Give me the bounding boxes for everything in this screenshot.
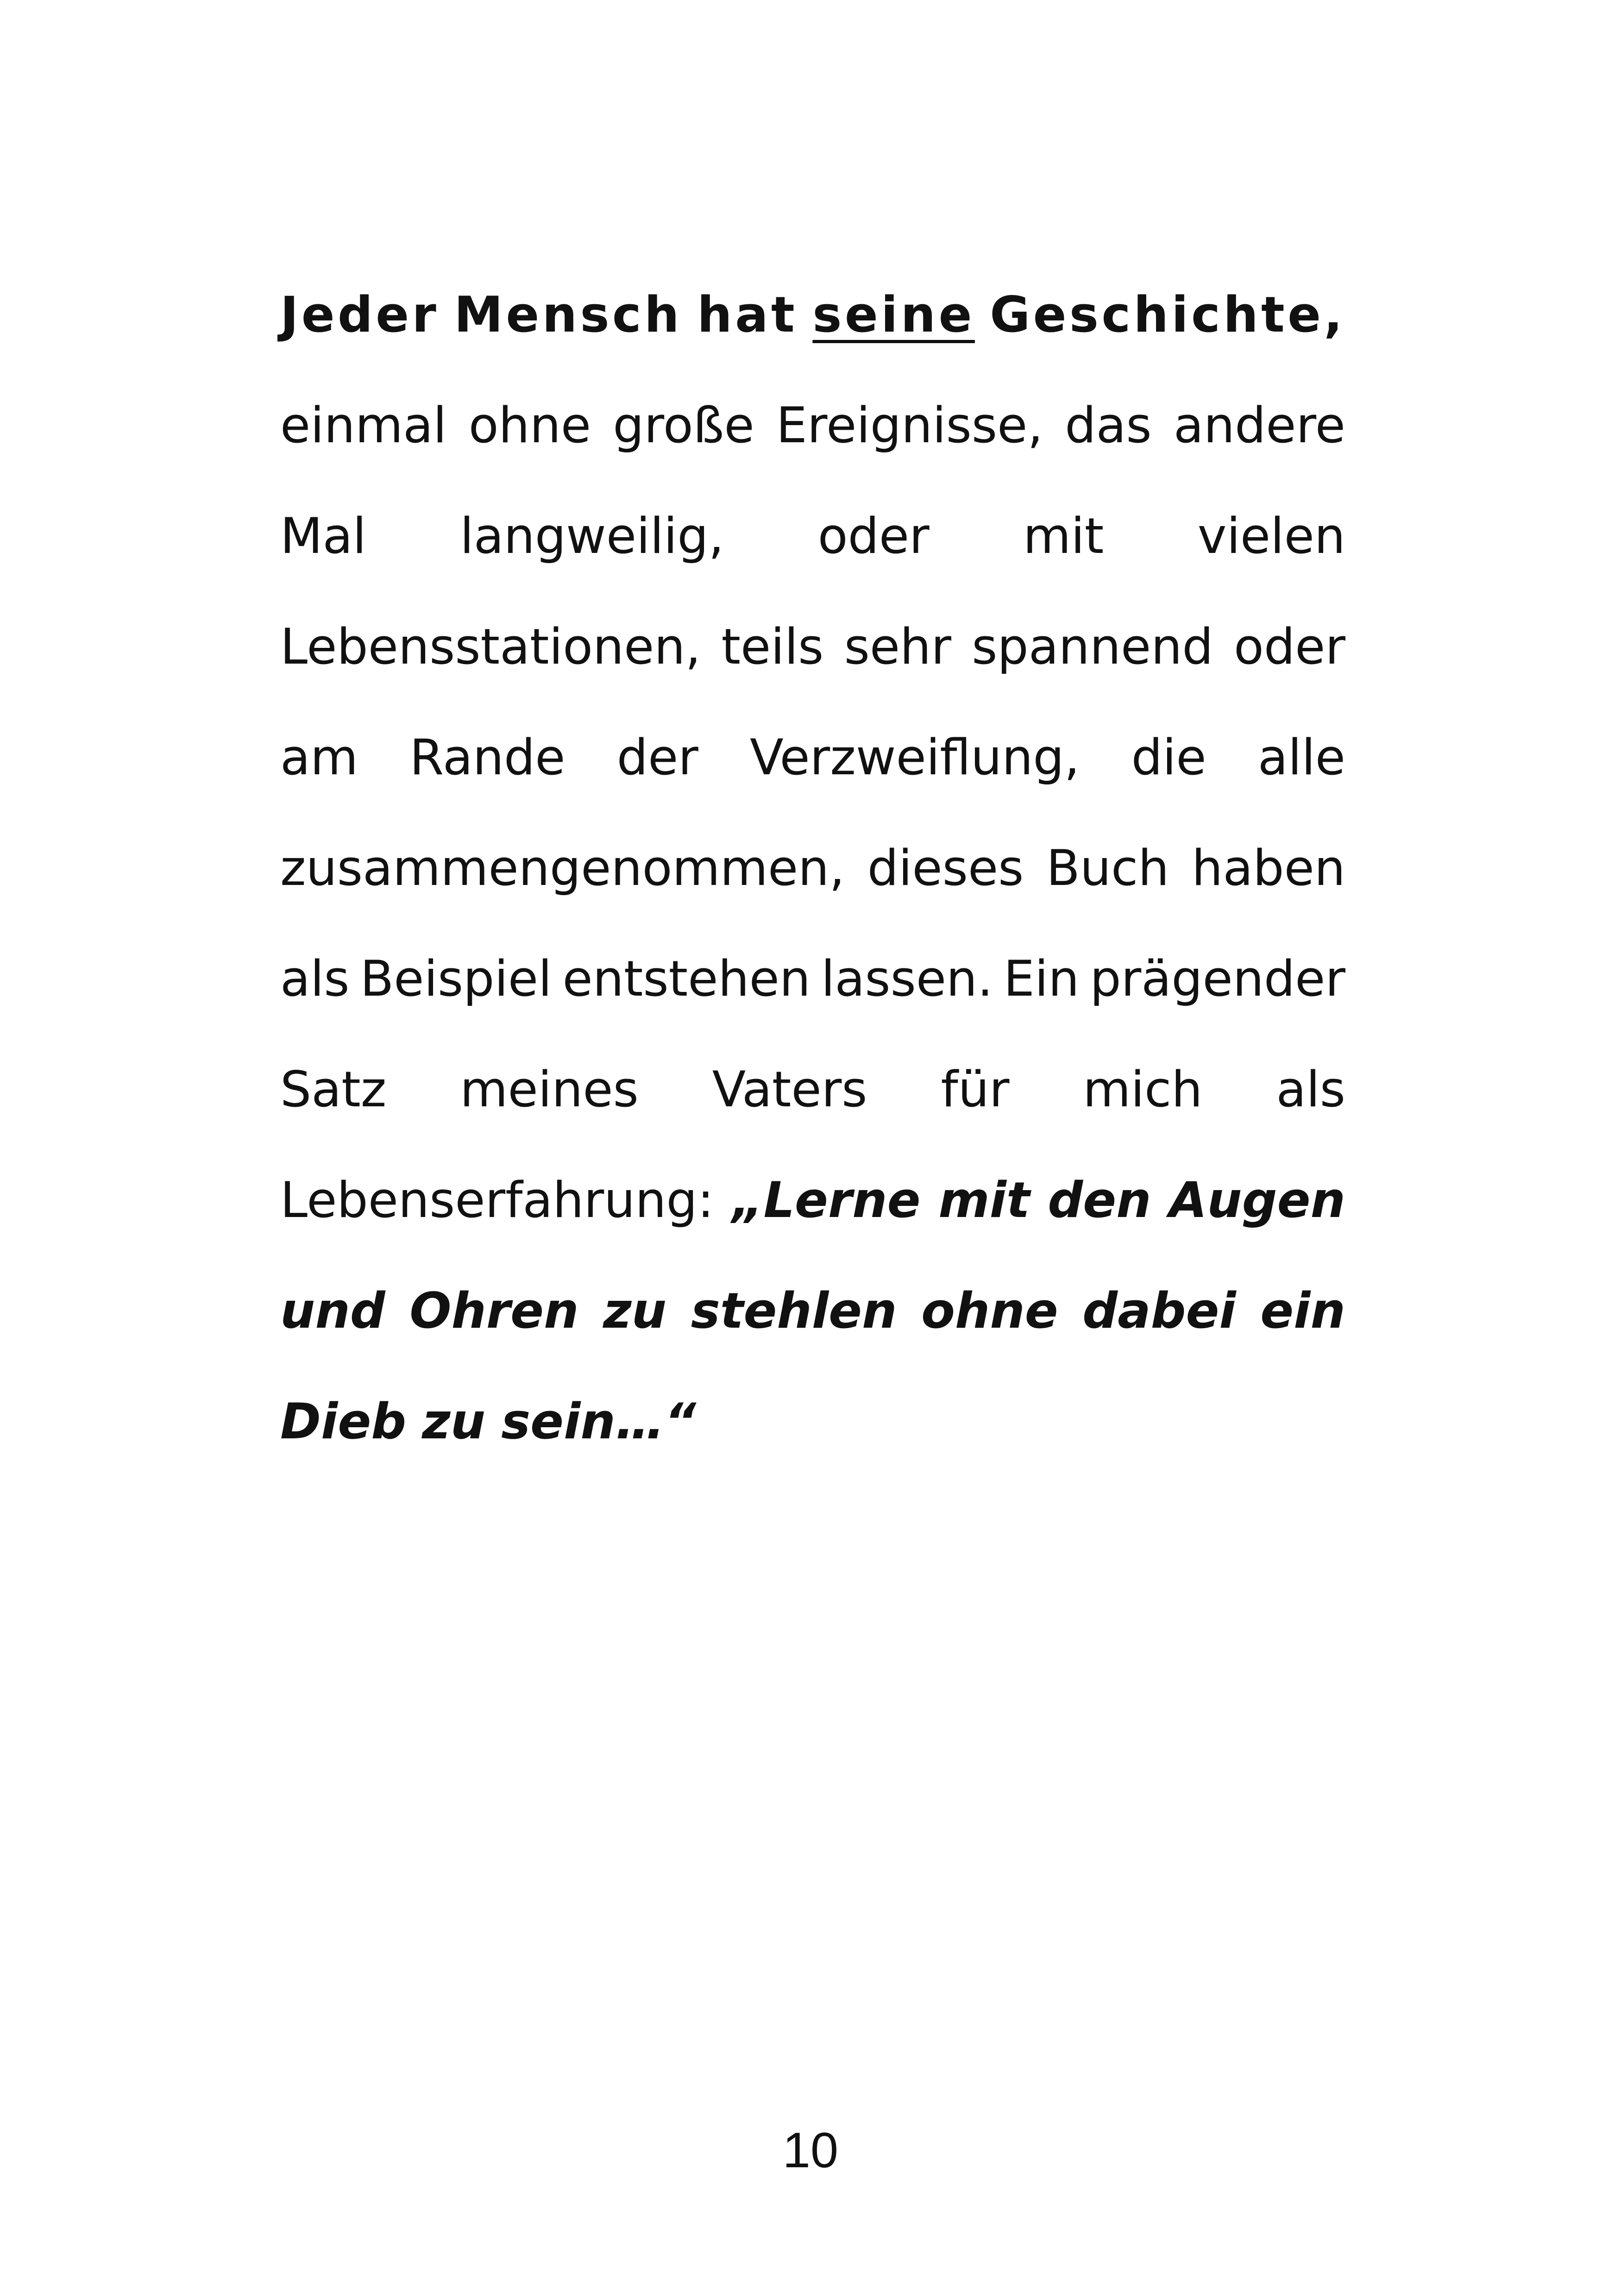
- quote-word: zu: [603, 1282, 667, 1339]
- word: einmal: [280, 397, 447, 454]
- text-line-1: [280, 259, 1345, 370]
- quote-word: den: [1048, 1172, 1151, 1229]
- word: alle: [1257, 729, 1345, 786]
- word: hat: [697, 286, 798, 343]
- word: das: [1065, 397, 1152, 454]
- word: Beispiel: [360, 950, 552, 1007]
- word: große: [613, 397, 754, 454]
- text-line-3: [280, 481, 1345, 591]
- word: mit: [1023, 508, 1104, 565]
- text-line-10: [280, 1255, 1345, 1366]
- word: langweilig,: [460, 508, 724, 565]
- text-line-4: [280, 591, 1345, 702]
- text-line-11: [280, 1366, 1345, 1477]
- word: meines: [460, 1061, 639, 1118]
- quote-word: zu: [422, 1393, 486, 1450]
- page-number: 10: [782, 2122, 839, 2178]
- word: lassen.: [821, 950, 993, 1007]
- word: die: [1131, 729, 1206, 786]
- word: andere: [1173, 397, 1345, 454]
- word: Ereignisse,: [776, 397, 1043, 454]
- word: Jeder: [280, 286, 440, 343]
- text-line-5: [280, 702, 1345, 813]
- word: entstehen: [562, 950, 811, 1007]
- word: dieses: [867, 840, 1024, 897]
- word: haben: [1192, 840, 1345, 897]
- word: Lebenserfahrung:: [280, 1172, 714, 1229]
- word: oder: [817, 508, 930, 565]
- word: für: [941, 1061, 1010, 1118]
- quote-word: mit: [938, 1172, 1030, 1229]
- quote-word: sein…“: [501, 1393, 697, 1450]
- word: vielen: [1197, 508, 1345, 565]
- word: Ein: [1003, 950, 1080, 1007]
- word: sehr: [844, 618, 951, 675]
- quote-word: Ohren: [409, 1282, 579, 1339]
- word: Lebensstationen,: [280, 618, 701, 675]
- word: Satz: [280, 1061, 387, 1118]
- quote-word: „Lerne: [732, 1172, 921, 1229]
- quote-word: Dieb: [280, 1393, 407, 1450]
- word: als: [1276, 1061, 1345, 1118]
- word: oder: [1234, 618, 1345, 675]
- word: Rande: [409, 729, 565, 786]
- text-line-8: [280, 1034, 1345, 1145]
- word: prägender: [1090, 950, 1345, 1007]
- word: am: [280, 729, 358, 786]
- word: Vaters: [712, 1061, 867, 1118]
- quote-word: Augen: [1169, 1172, 1345, 1229]
- word: ohne: [468, 397, 591, 454]
- word: der: [616, 729, 698, 786]
- word: als: [280, 950, 350, 1007]
- text-line-9: [280, 1145, 1345, 1255]
- quote-word: ohne: [921, 1282, 1058, 1339]
- text-line-6: [280, 813, 1345, 923]
- body-paragraph: [280, 259, 1345, 1477]
- text-line-7: [280, 923, 1345, 1034]
- word: Buch: [1046, 840, 1169, 897]
- text-line-2: [280, 370, 1345, 481]
- word: Geschichte,: [990, 286, 1345, 343]
- quote-word: und: [280, 1282, 385, 1339]
- word: Mal: [280, 508, 366, 565]
- quote-word: dabei: [1082, 1282, 1236, 1339]
- quote-word: stehlen: [691, 1282, 897, 1339]
- word: spannend: [972, 618, 1213, 675]
- word: Mensch: [454, 286, 682, 343]
- word: mich: [1083, 1061, 1203, 1118]
- word: teils: [721, 618, 824, 675]
- underlined-word: seine: [812, 286, 975, 343]
- word: zusammengenommen,: [280, 840, 845, 897]
- quote-word: ein: [1260, 1282, 1345, 1339]
- word: Verzweiflung,: [750, 729, 1080, 786]
